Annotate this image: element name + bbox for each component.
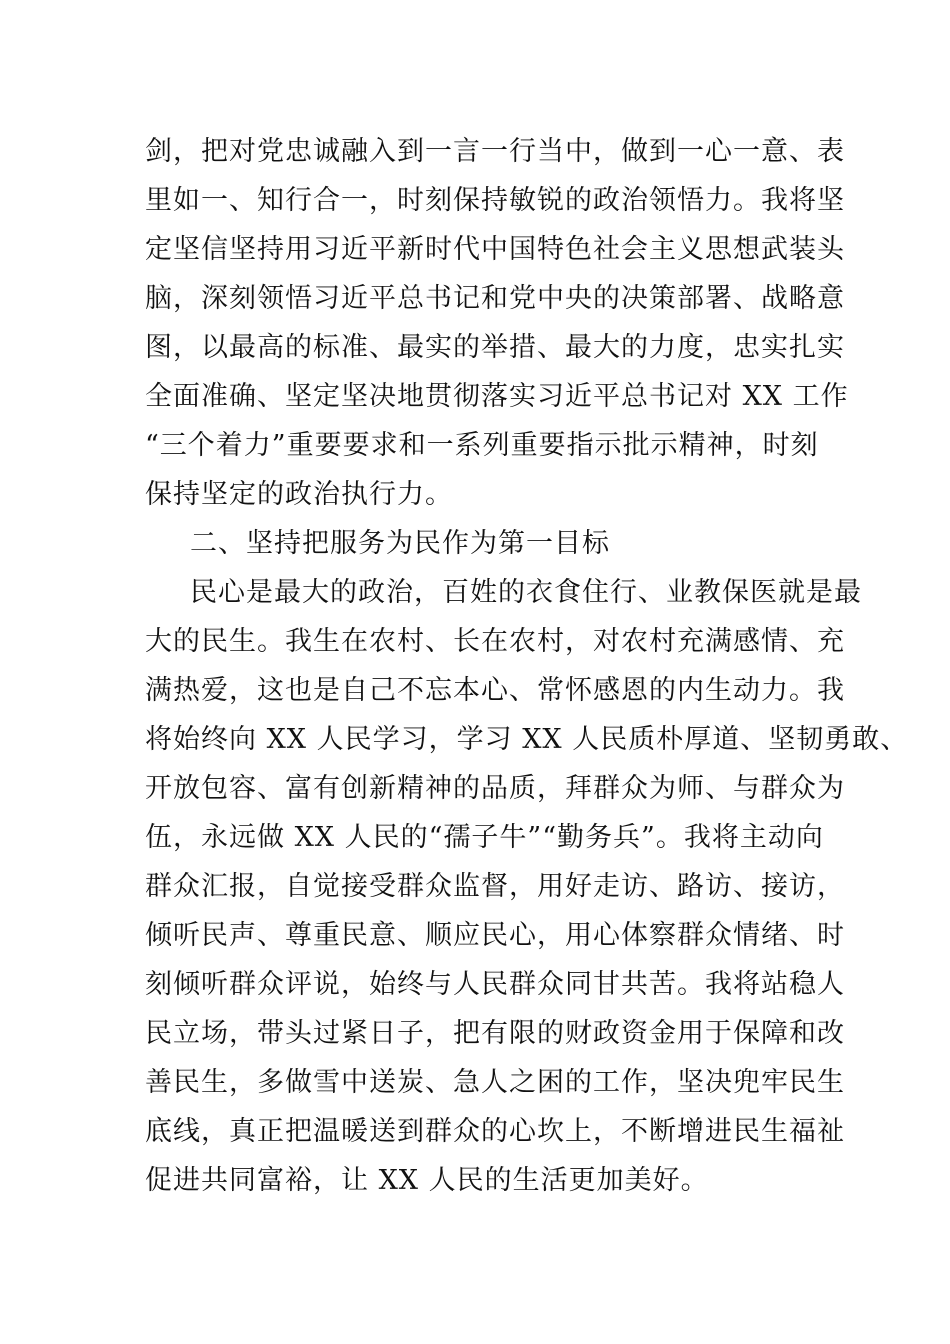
paragraph-line: 剑，把对党忠诚融入到一言一行当中，做到一心一意、表 bbox=[145, 136, 845, 167]
document-body bbox=[145, 127, 909, 1205]
paragraph-line: 大的民生。我生在农村、长在农村，对农村充满感情、充 bbox=[145, 626, 845, 657]
paragraph-line: 脑，深刻领悟习近平总书记和党中央的决策部署、战略意 bbox=[145, 283, 845, 314]
paragraph-line: 里如一、知行合一，时刻保持敏锐的政治领悟力。我将坚 bbox=[145, 185, 845, 216]
paragraph-line: 图，以最高的标准、最实的举措、最大的力度，忠实扎实 bbox=[145, 332, 845, 363]
section-heading: 二、坚持把服务为民作为第一目标 bbox=[190, 528, 610, 559]
paragraph-line: 底线，真正把温暖送到群众的心坎上，不断增进民生福祉 bbox=[145, 1116, 845, 1147]
paragraph-line: 满热爱，这也是自己不忘本心、常怀感恩的内生动力。我 bbox=[145, 675, 845, 706]
paragraph-line: 民心是最大的政治，百姓的衣食住行、业教保医就是最 bbox=[190, 577, 862, 608]
paragraph-line: “三个着力”重要要求和一系列重要指示批示精神，时刻 bbox=[145, 430, 819, 461]
paragraph-line: 群众汇报，自觉接受群众监督，用好走访、路访、接访， bbox=[145, 871, 845, 902]
paragraph-line: 保持坚定的政治执行力。 bbox=[145, 479, 453, 510]
paragraph-line: 倾听民声、尊重民意、顺应民心，用心体察群众情绪、时 bbox=[145, 920, 845, 951]
paragraph-line: 全面准确、坚定坚决地贯彻落实习近平总书记对 XX 工作 bbox=[145, 381, 849, 412]
paragraph-line: 促进共同富裕，让 XX 人民的生活更加美好。 bbox=[145, 1165, 709, 1196]
paragraph-line: 定坚信坚持用习近平新时代中国特色社会主义思想武装头 bbox=[145, 234, 845, 265]
paragraph-line: 民立场，带头过紧日子，把有限的财政资金用于保障和改 bbox=[145, 1018, 845, 1049]
paragraph-line: 开放包容、富有创新精神的品质，拜群众为师、与群众为 bbox=[145, 773, 845, 804]
paragraph-line: 刻倾听群众评说，始终与人民群众同甘共苦。我将站稳人 bbox=[145, 969, 845, 1000]
paragraph-line: 善民生，多做雪中送炭、急人之困的工作，坚决兜牢民生 bbox=[145, 1067, 845, 1098]
paragraph-line: 将始终向 XX 人民学习，学习 XX 人民质朴厚道、坚韧勇敢、 bbox=[145, 724, 909, 755]
paragraph-line: 伍，永远做 XX 人民的“孺子牛”“勤务兵”。我将主动向 bbox=[145, 822, 824, 853]
